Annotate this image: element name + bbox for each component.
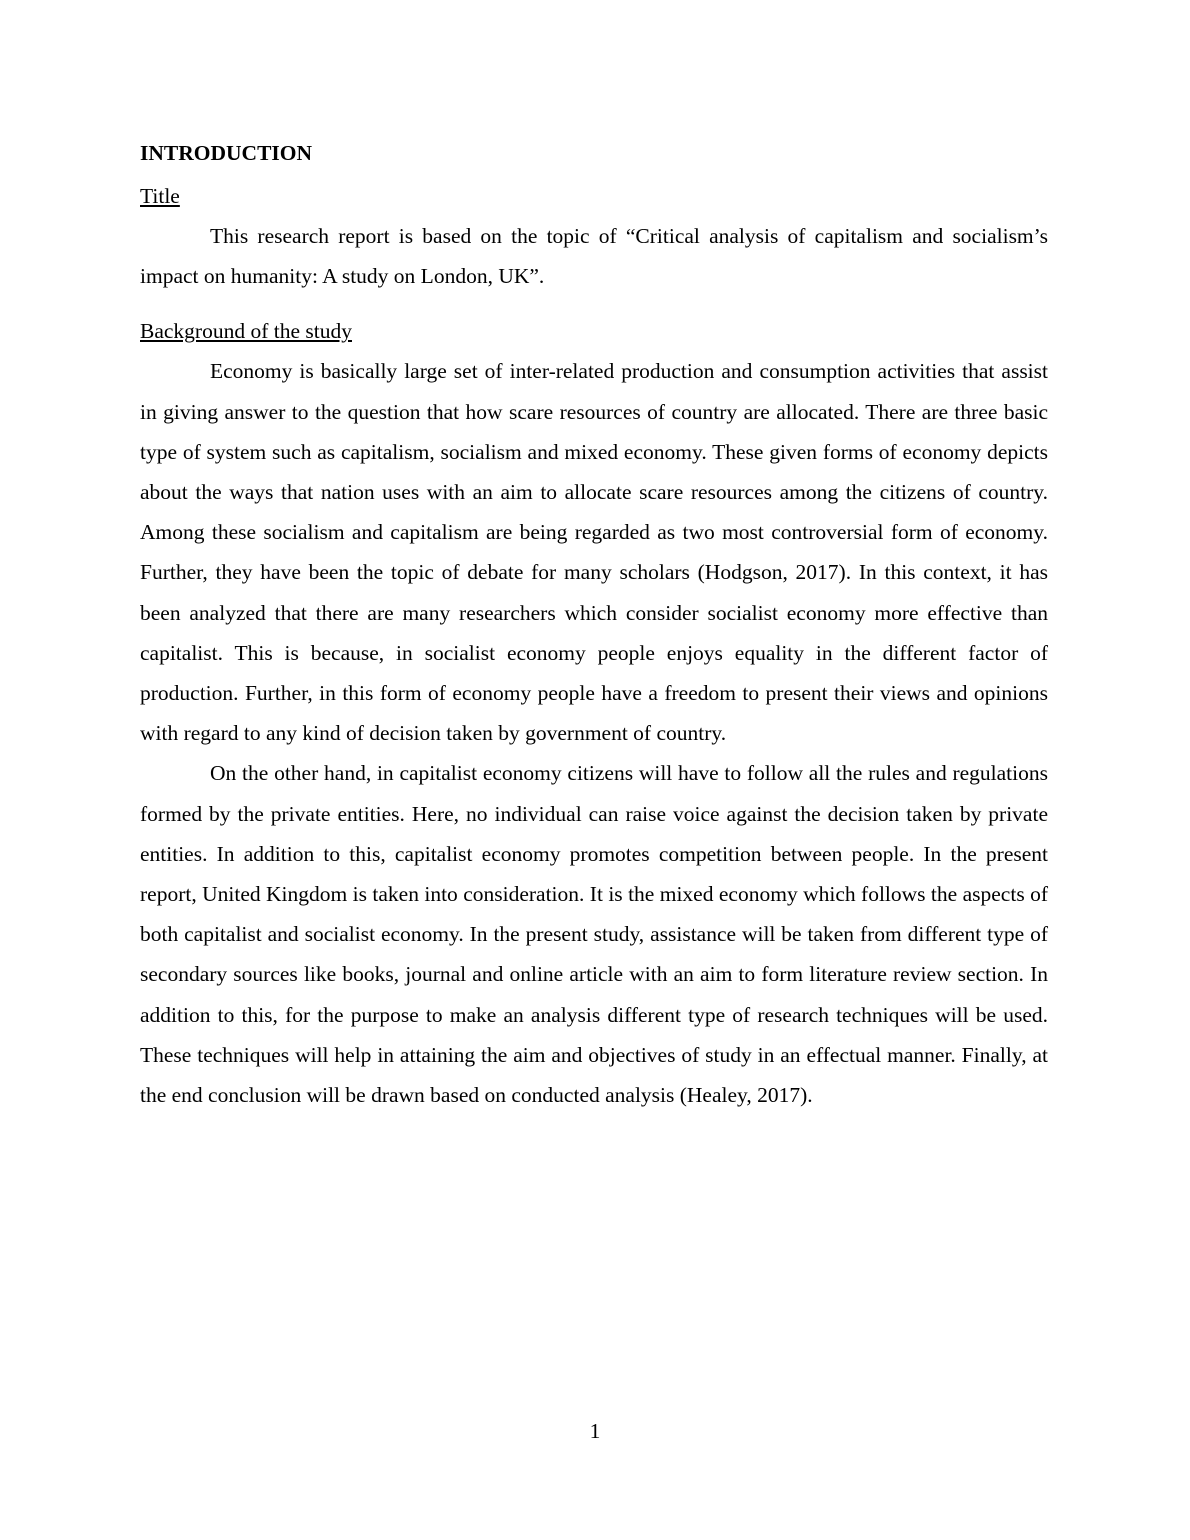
background-paragraph-1: Economy is basically large set of inter-related production and consumption activities that assist in giving answer to the question that how scare resources of country are allocated. There are three basic type of system such as capitalism, socialism and mixed economy. These given forms of economy depicts about the ways that nation uses with an aim to allocate scare resources among the citizens of country. Among these socialism and capitalism are being regarded as two most controversial form of economy. Further, they have been the topic of debate for many scholars (Hodgson, 2017). In this context, it has been analyzed that there are many researchers which consider socialist economy more effective than capitalist. This is because, in socialist economy people enjoys equality in the different factor of production. Further, in this form of economy people have a freedom to present their views and opinions with regard to any kind of decision taken by government of country. <box>140 359 1048 746</box>
background-paragraph-2: On the other hand, in capitalist economy citizens will have to follow all the rules and regulations formed by the private entities. Here, no individual can raise voice against the decision taken by private entities. In addition to this, capitalist economy promotes competition between people. In the present report, United Kingdom is taken into consideration. It is the mixed economy which follows the aspects of both capitalist and socialist economy. In the present study, assistance will be taken from different type of secondary sources like books, journal and online article with an aim to form literature review section. In addition to this, for the purpose to make an analysis different type of research techniques will be used. These techniques will help in attaining the aim and objectives of study in an effectual manner. Finally, at the end conclusion will be drawn based on conducted analysis (Healey, 2017). <box>140 761 1048 1108</box>
title-paragraph: This research report is based on the topic of “Critical analysis of capitalism and socialism’s impact on humanity: A study on London, UK”. <box>140 224 1048 289</box>
section-heading-introduction: INTRODUCTION <box>140 141 313 165</box>
subsection-title-heading: Title <box>140 184 180 208</box>
subsection-background-heading: Background of the study <box>140 319 352 344</box>
document-page <box>140 138 1048 1115</box>
page-number: 1 <box>589 1419 601 1443</box>
